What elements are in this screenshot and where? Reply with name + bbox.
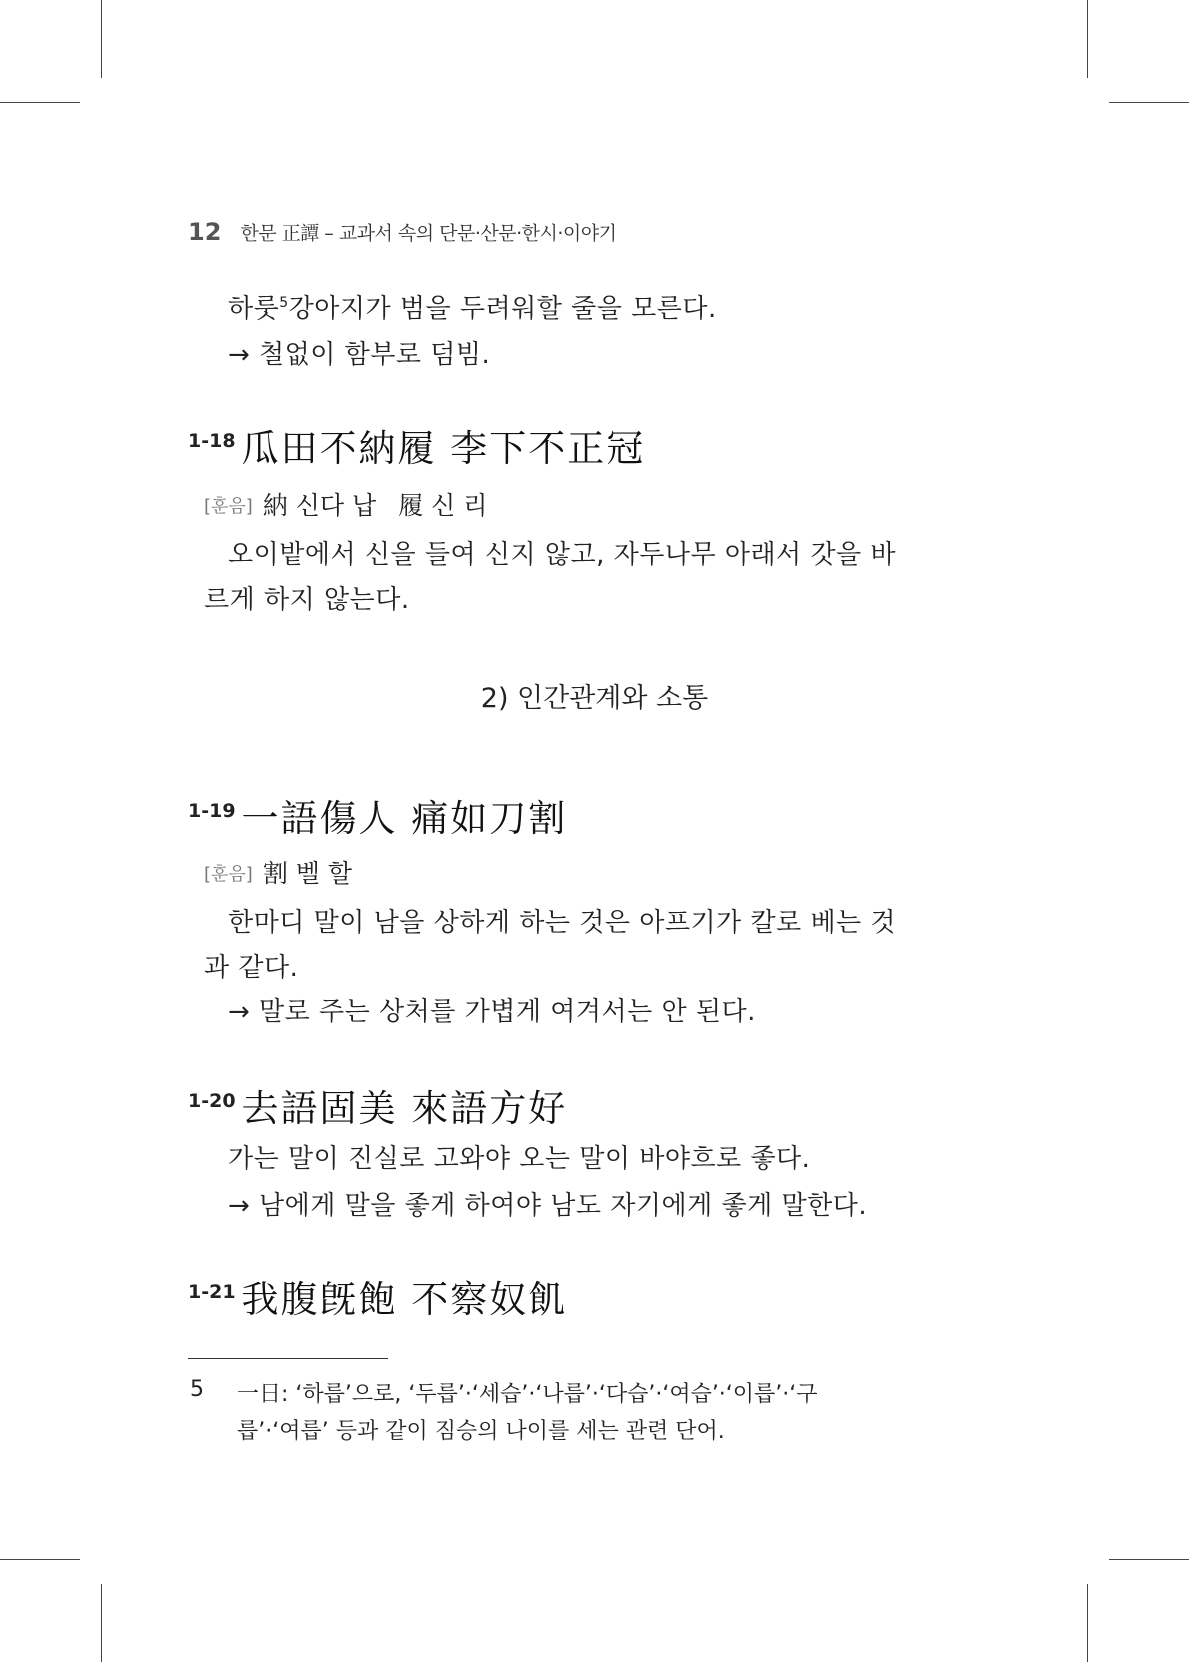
page-number: 12 (188, 218, 222, 246)
crop-mark-bottom-right-h (1109, 1559, 1189, 1560)
entry-number: 1-18 (188, 430, 236, 452)
footnote-rule (188, 1358, 388, 1359)
entry-1-20-heading (188, 1078, 567, 1132)
entry-1-19-translation-1: 한마디 말이 남을 상하게 하는 것은 아프기가 칼로 베는 것 (228, 908, 897, 938)
entry-1-18-gloss (204, 486, 509, 522)
gloss-item: 納 신다 납 (262, 491, 377, 520)
footnote-line-1: 一日: ‘하릅’으로, ‘두릅’·‘세습’·‘나릅’·‘다습’·‘여습’·‘이릅’·‘구 (237, 1382, 818, 1407)
entry-1-20-moral: → 남에게 말을 좋게 하여야 남도 자기에게 좋게 말한다. (228, 1191, 868, 1221)
crop-mark-bottom-left-h (0, 1559, 80, 1560)
gloss-label: [훈음] (204, 864, 253, 885)
gloss-label: [훈음] (204, 496, 253, 517)
section-title: 2) 인간관계와 소통 (480, 683, 709, 714)
intro-line-1: 하룻$^5$강아지가 범을 두려워할 줄을 모른다. (228, 294, 717, 324)
entry-1-18-heading (188, 418, 645, 472)
gloss-item: 履 신 리 (398, 491, 488, 520)
crop-mark-bottom-left (101, 1584, 102, 1662)
crop-mark-top-left (101, 0, 102, 78)
crop-mark-top-left-h (0, 102, 80, 103)
entry-1-18-translation-1: 오이밭에서 신을 들여 신지 않고, 자두나무 아래서 갓을 바 (228, 540, 897, 570)
entry-number: 1-21 (188, 1281, 236, 1303)
intro-line-2: → 철없이 함부로 덤빔. (228, 340, 491, 370)
entry-number: 1-20 (188, 1090, 236, 1112)
entry-1-19-moral: → 말로 주는 상처를 가볍게 여겨서는 안 된다. (228, 997, 756, 1027)
footnote-ref: 5 (279, 295, 289, 311)
entry-1-18-translation-2: 르게 하지 않는다. (204, 585, 410, 615)
gloss-item: 割 벨 할 (262, 859, 353, 888)
crop-mark-bottom-right (1087, 1584, 1088, 1662)
entry-hanja: 去語固美 來語方好 (241, 1087, 568, 1130)
entry-number: 1-19 (188, 800, 236, 822)
running-header (188, 218, 616, 246)
crop-mark-top-right-h (1109, 102, 1189, 103)
entry-1-19-translation-2: 과 같다. (204, 953, 299, 983)
footnote-number: 5 (190, 1377, 204, 1402)
entry-1-21-heading (188, 1269, 567, 1323)
entry-1-20-translation: 가는 말이 진실로 고와야 오는 말이 바야흐로 좋다. (228, 1144, 811, 1174)
entry-hanja: 瓜田不納履 李下不正冠 (241, 427, 646, 470)
entry-hanja: 一語傷人 痛如刀割 (241, 797, 568, 840)
running-title: 한문 正譚 – 교과서 속의 단문·산문·한시·이야기 (240, 222, 617, 245)
footnote-line-2: 릅’·‘여릅’ 등과 같이 짐승의 나이를 세는 관련 단어. (237, 1419, 725, 1444)
crop-mark-top-right (1087, 0, 1088, 78)
entry-1-19-heading (188, 788, 567, 842)
entry-1-19-gloss (204, 854, 374, 890)
entry-hanja: 我腹旣飽 不察奴飢 (241, 1278, 568, 1321)
